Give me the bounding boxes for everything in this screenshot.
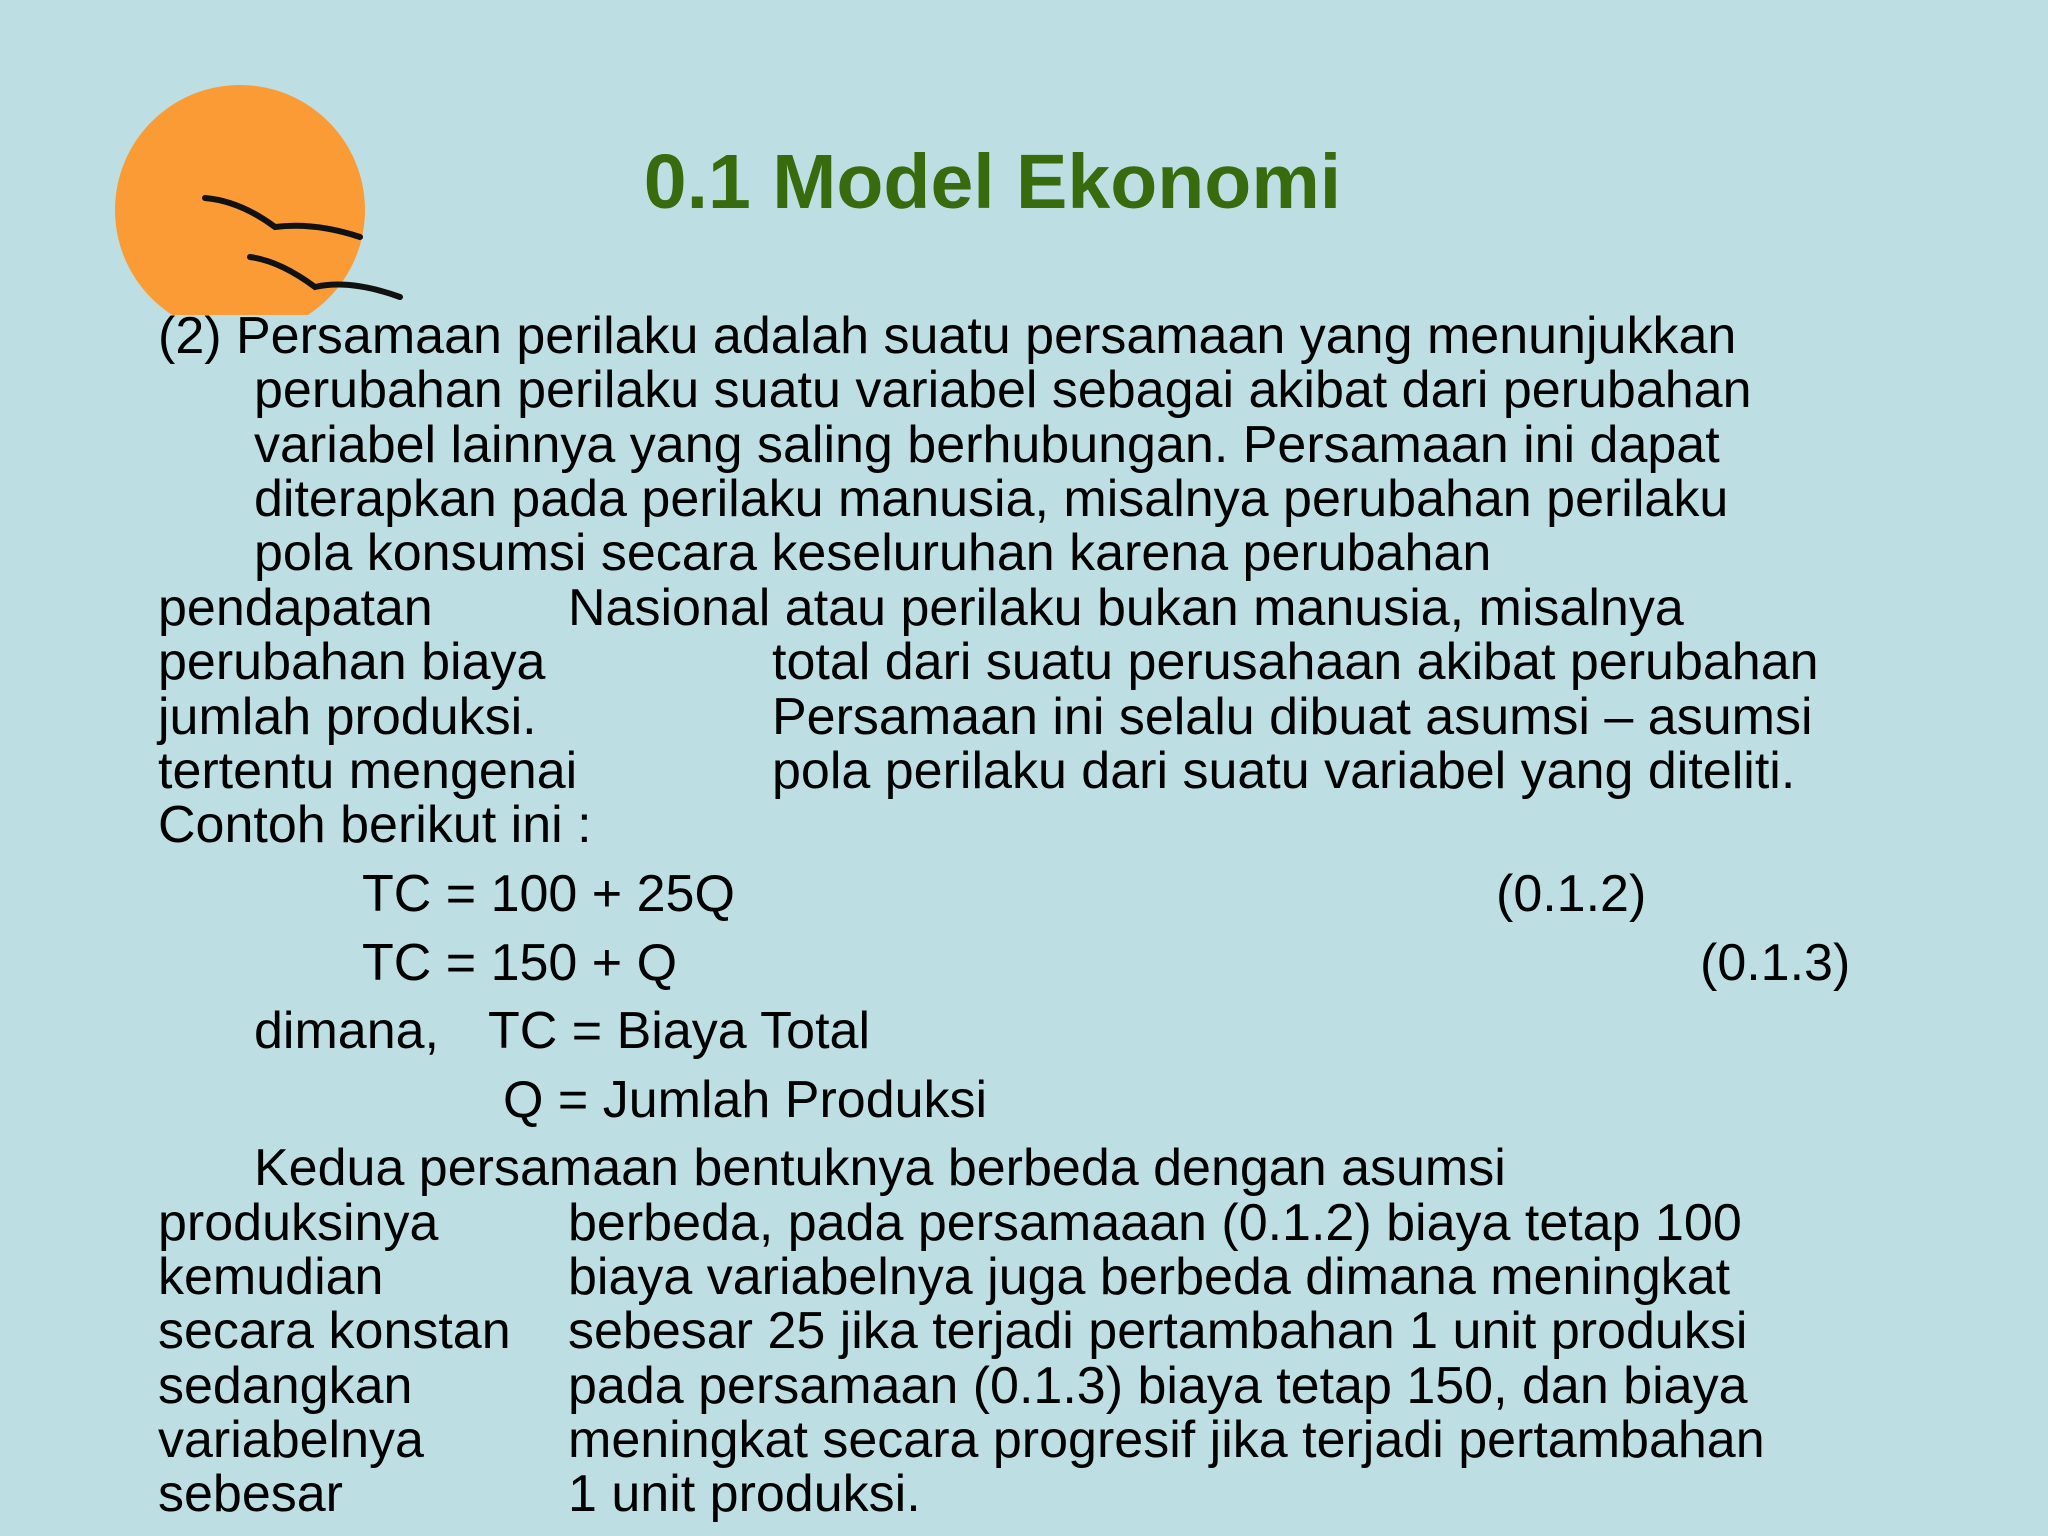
equation-number: (0.1.2)	[1496, 865, 1647, 923]
paragraph-line: diterapkan pada perilaku manusia, misalnya perubahan perilaku	[254, 470, 1729, 528]
paragraph-row-right: sebesar 25 jika terjadi pertambahan 1 unit produksi	[568, 1302, 1748, 1360]
paragraph-line: perubahan perilaku suatu variabel sebagai akibat dari perubahan	[254, 361, 1752, 419]
definition-intro: dimana,	[254, 1002, 439, 1060]
paragraph-row-right: 1 unit produksi.	[568, 1465, 921, 1523]
paragraph-row-right: pola perilaku dari suatu variabel yang diteliti.	[772, 742, 1796, 800]
definition-tc: TC = Biaya Total	[488, 1002, 871, 1060]
paragraph-line: (2) Persamaan perilaku adalah suatu persamaan yang menunjukkan	[158, 307, 1737, 365]
paragraph-row-right: total dari suatu perusahaan akibat perubahan	[772, 633, 1819, 691]
paragraph-row-left: variabelnya	[158, 1411, 424, 1469]
paragraph-row-left: perubahan biaya	[158, 633, 546, 691]
paragraph-line: pola konsumsi secara keseluruhan karena perubahan	[254, 524, 1492, 582]
paragraph-row-left: secara konstan	[158, 1302, 511, 1360]
paragraph-line: Contoh berikut ini :	[158, 796, 592, 854]
paragraph-row-left: pendapatan	[158, 579, 433, 637]
equation-number: (0.1.3)	[1700, 934, 1851, 992]
equation-formula: TC = 100 + 25Q	[362, 865, 735, 923]
equation-formula: TC = 150 + Q	[362, 934, 678, 992]
paragraph-row-right: Persamaan ini selalu dibuat asumsi – asumsi	[772, 688, 1813, 746]
paragraph-row-left: jumlah produksi.	[158, 688, 537, 746]
paragraph-row-left: tertentu mengenai	[158, 742, 578, 800]
paragraph-row-right: pada persamaan (0.1.3) biaya tetap 150, dan biaya	[568, 1357, 1748, 1415]
paragraph-row-left: kemudian	[158, 1248, 384, 1306]
paragraph-row-right: biaya variabelnya juga berbeda dimana meningkat	[568, 1248, 1731, 1306]
paragraph-row-left: produksinya	[158, 1194, 439, 1252]
definition-q: Q = Jumlah Produksi	[503, 1071, 988, 1129]
paragraph-row-left: sebesar	[158, 1465, 343, 1523]
paragraph-line: variabel lainnya yang saling berhubungan. Persamaan ini dapat	[254, 416, 1720, 474]
paragraph-row-right: Nasional atau perilaku bukan manusia, misalnya	[568, 579, 1684, 637]
paragraph-row-left: sedangkan	[158, 1357, 413, 1415]
paragraph-line: Kedua persamaan bentuknya berbeda dengan asumsi	[254, 1139, 1506, 1197]
paragraph-row-right: meningkat secara progresif jika terjadi pertambahan	[568, 1411, 1765, 1469]
slide-title: 0.1 Model Ekonomi	[643, 139, 1342, 225]
paragraph-row-right: berbeda, pada persamaaan (0.1.2) biaya tetap 100	[568, 1194, 1742, 1252]
